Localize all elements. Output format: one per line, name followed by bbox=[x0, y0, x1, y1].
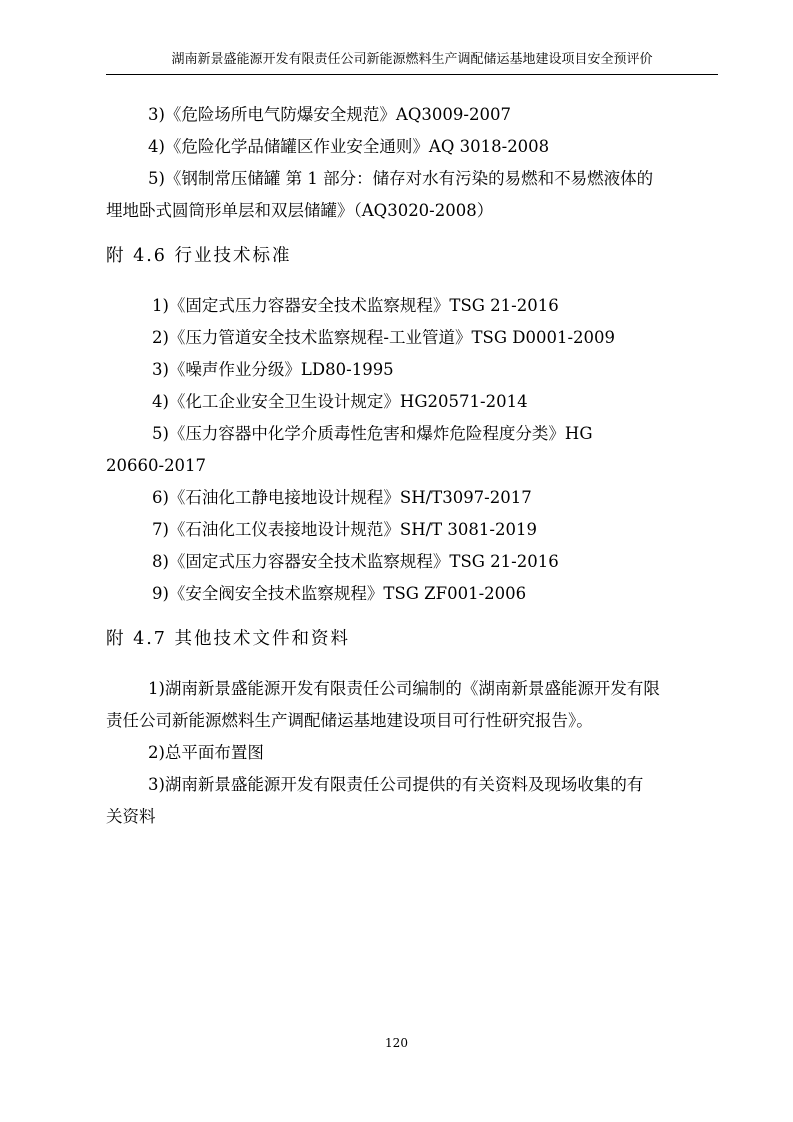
reference-item: 1)《固定式压力容器安全技术监察规程》TSG 21-2016 bbox=[152, 296, 559, 315]
page-number: 120 bbox=[385, 1036, 408, 1050]
reference-item: 1)湖南新景盛能源开发有限责任公司编制的《湖南新景盛能源开发有限 bbox=[148, 679, 660, 698]
reference-item: 3)湖南新景盛能源开发有限责任公司提供的有关资料及现场收集的有 bbox=[148, 775, 644, 794]
reference-item-continuation: 埋地卧式圆筒形单层和双层储罐》（AQ3020-2008） bbox=[106, 201, 494, 220]
reference-item: 2)总平面布置图 bbox=[148, 743, 264, 762]
reference-item-continuation: 20660-2017 bbox=[106, 456, 207, 475]
reference-item: 2)《压力管道安全技术监察规程-工业管道》TSG D0001-2009 bbox=[152, 328, 616, 347]
section-heading-4-6: 附 4.6 行业技术标准 bbox=[106, 246, 292, 266]
reference-item: 7)《石油化工仪表接地设计规范》SH/T 3081-2019 bbox=[152, 520, 537, 539]
reference-item-continuation: 关资料 bbox=[106, 807, 156, 826]
reference-item: 8)《固定式压力容器安全技术监察规程》TSG 21-2016 bbox=[152, 552, 559, 571]
reference-item: 5)《压力容器中化学介质毒性危害和爆炸危险程度分类》HG bbox=[152, 424, 593, 443]
reference-item: 4)《化工企业安全卫生设计规定》HG20571-2014 bbox=[152, 392, 528, 411]
reference-item: 6)《石油化工静电接地设计规程》SH/T3097-2017 bbox=[152, 488, 532, 507]
reference-item-continuation: 责任公司新能源燃料生产调配储运基地建设项目可行性研究报告》。 bbox=[106, 711, 593, 730]
running-header: 湖南新景盛能源开发有限责任公司新能源燃料生产调配储运基地建设项目安全预评价 bbox=[171, 52, 653, 67]
reference-item: 3)《噪声作业分级》LD80-1995 bbox=[152, 360, 394, 379]
header-rule bbox=[106, 74, 718, 75]
reference-item: 3)《危险场所电气防爆安全规范》AQ3009-2007 bbox=[148, 105, 511, 124]
reference-item: 9)《安全阀安全技术监察规程》TSG ZF001-2006 bbox=[152, 584, 527, 603]
reference-item: 5)《钢制常压储罐 第 1 部分：储存对水有污染的易燃和不易燃液体的 bbox=[148, 169, 654, 188]
reference-item: 4)《危险化学品储罐区作业安全通则》AQ 3018-2008 bbox=[148, 137, 550, 156]
section-heading-4-7: 附 4.7 其他技术文件和资料 bbox=[106, 629, 350, 649]
